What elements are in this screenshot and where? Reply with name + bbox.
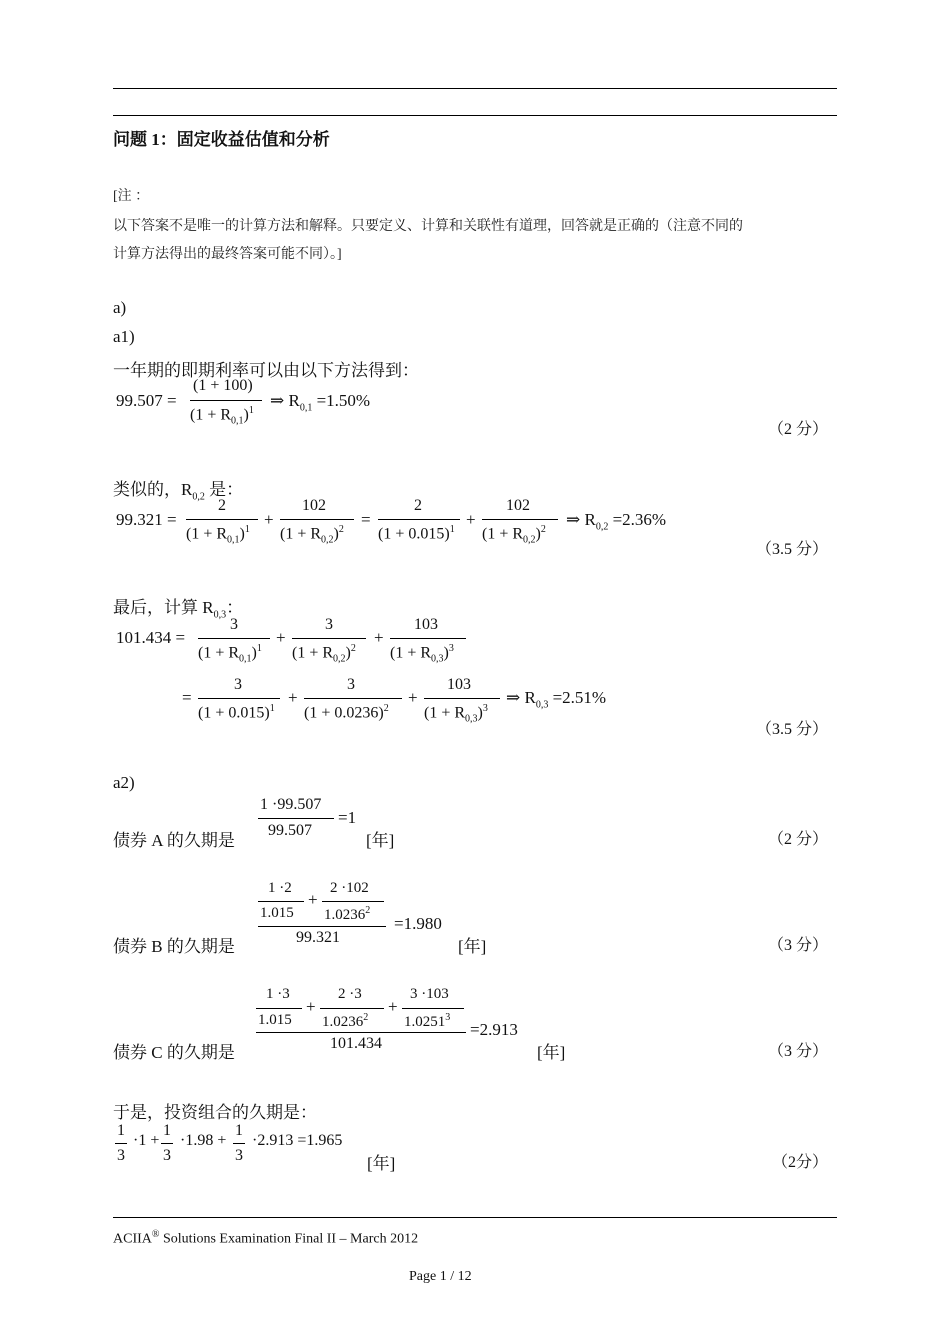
eq3-r2-bar2	[304, 698, 402, 699]
dur-a-result: =1	[338, 808, 357, 827]
eq3-r2-plus2: +	[408, 688, 418, 707]
dur-b-den: 99.321	[296, 929, 340, 946]
eq2-points: （3.5 分）	[755, 541, 828, 558]
dur-b-n1: 1 ·2	[268, 880, 292, 896]
pf-f1-bar	[115, 1143, 127, 1144]
eq2-f1-den: $(1 + R_{0,1})^1$	[186, 524, 250, 546]
dur-c-n1: 1 ·3	[266, 986, 290, 1002]
dur-c-plus1: +	[306, 997, 316, 1016]
dur-b-bar2	[322, 901, 384, 902]
eq3-r1-bar2	[292, 638, 366, 639]
eq2-result: ⇒ $R_{0,2} =2.36\%$	[566, 510, 667, 533]
dur-c-bar2	[320, 1008, 384, 1009]
eq3-r2-n3: 103	[447, 676, 471, 693]
dur-b-d1: 1.015	[260, 905, 294, 921]
dur-b-result: =1.980	[394, 914, 442, 933]
dur-c-bar3	[402, 1008, 464, 1009]
eq2-f1-bar	[186, 519, 258, 520]
eq3-r1-d1: $(1 + R_{0,1})^1$	[198, 643, 262, 665]
eq3-r1-d3: $(1 + R_{0,3})^3$	[390, 643, 454, 665]
pf-unit: [年]	[367, 1154, 396, 1173]
eq1-numerator: (1 + 100)	[193, 377, 253, 394]
eq2-lhs: 99.321 =	[116, 510, 177, 529]
eq3-r1-n2: 3	[325, 616, 333, 633]
eq1-lhs: 99.507 =	[116, 391, 177, 410]
eq2-plus-1: +	[264, 510, 274, 529]
eq3-r2-bar3	[424, 698, 500, 699]
eq3-r1-n1: 3	[230, 616, 238, 633]
pf-f3-num: 1	[235, 1122, 243, 1139]
dur-c-label: 债券 C 的久期是	[113, 1043, 235, 1062]
pf-f2-num: 1	[163, 1122, 171, 1139]
eq2-f3-bar	[378, 519, 460, 520]
eq3-r2-equals: =	[182, 688, 192, 707]
dur-c-d1: 1.015	[258, 1012, 292, 1028]
r03-intro: 最后，计算 $R_{0,3}$：	[113, 598, 244, 621]
eq3-r1-bar1	[198, 638, 270, 639]
eq3-points: （3.5 分）	[755, 721, 828, 738]
part-a-label: a)	[113, 298, 127, 317]
eq3-r2-plus1: +	[288, 688, 298, 707]
eq3-r2-bar1	[198, 698, 280, 699]
eq2-f2-den: $(1 + R_{0,2})^2$	[280, 524, 344, 546]
note-open: [注 ：	[113, 189, 150, 204]
pf-f2-den: 3	[163, 1147, 171, 1164]
dur-c-n2: 2 ·3	[338, 986, 362, 1002]
eq2-f1-num: 2	[218, 497, 226, 514]
eq2-f4-num: 102	[506, 497, 530, 514]
eq3-r2-n1: 3	[234, 676, 242, 693]
dur-a-points: （2 分）	[767, 831, 828, 848]
eq2-f4-den: $(1 + R_{0,2})^2$	[482, 524, 546, 546]
dur-c-bar1	[256, 1008, 302, 1009]
dur-c-main-bar	[256, 1032, 466, 1033]
dur-c-plus2: +	[388, 997, 398, 1016]
eq1-result: ⇒ $R_{0,1} =1.50\%$	[270, 391, 371, 414]
note-line-2: 计算方法得出的最终答案可能不同）。]	[113, 247, 342, 262]
dur-a-den: 99.507	[268, 822, 312, 839]
eq3-lhs: 101.434 =	[116, 628, 186, 647]
eq3-result: ⇒ $R_{0,3} =2.51\%$	[506, 688, 607, 711]
portfolio-intro: 于是，投资组合的久期是：	[113, 1103, 317, 1122]
footer-page-number: Page 1 / 12	[409, 1269, 472, 1284]
eq3-r1-n3: 103	[414, 616, 438, 633]
dur-a-label: 债券 A 的久期是	[113, 831, 235, 850]
a1-intro: 一年期的即期利率可以由以下方法得到：	[113, 361, 419, 380]
dur-b-unit: [年]	[458, 937, 487, 956]
question-heading: 问题 1：固定收益估值和分析	[113, 130, 330, 149]
part-a2-label: a2)	[113, 773, 135, 792]
dur-b-label: 债券 B 的久期是	[113, 937, 235, 956]
part-a1-label: a1)	[113, 327, 135, 346]
pf-f1-num: 1	[117, 1122, 125, 1139]
eq3-r2-d2: $(1 + 0.0236)^2$	[304, 703, 389, 722]
r02-intro: 类似的，$R_{0,2}$ 是：	[113, 480, 244, 503]
eq1-denominator: $(1 + R_{0,1})^1$	[190, 405, 254, 427]
eq3-r2-d1: $(1 + 0.015)^1$	[198, 703, 275, 722]
eq2-f4-bar	[482, 519, 558, 520]
dur-b-d2: 1.0236$^2$	[324, 905, 371, 923]
eq1-fraction-bar	[190, 400, 262, 401]
dur-c-d2: 1.0236$^2$	[322, 1012, 369, 1030]
pf-term-2: ·1.98 +	[180, 1132, 227, 1149]
dur-a-num: 1 ·99.507	[260, 796, 322, 813]
eq3-r2-d3: $(1 + R_{0,3})^3$	[424, 703, 488, 725]
dur-b-n2: 2 ·102	[330, 880, 369, 896]
pf-term-1: ·1 +	[133, 1132, 160, 1149]
eq2-f2-num: 102	[302, 497, 326, 514]
eq3-r1-plus1: +	[276, 628, 286, 647]
header-rule-bottom	[113, 115, 837, 116]
dur-b-main-bar	[258, 926, 386, 927]
dur-a-unit: [年]	[366, 831, 395, 850]
pf-f1-den: 3	[117, 1147, 125, 1164]
eq2-equals: =	[361, 510, 371, 529]
dur-c-d3: 1.0251$^3$	[404, 1012, 451, 1030]
dur-b-points: （3 分）	[767, 937, 828, 954]
eq2-f2-bar	[280, 519, 354, 520]
dur-b-bar1	[258, 901, 304, 902]
pf-f3-den: 3	[235, 1147, 243, 1164]
footer-rule	[113, 1217, 837, 1218]
dur-a-bar	[258, 818, 334, 819]
dur-c-den: 101.434	[330, 1035, 382, 1052]
eq2-plus-2: +	[466, 510, 476, 529]
dur-b-plus: +	[308, 890, 318, 909]
eq3-r1-d2: $(1 + R_{0,2})^2$	[292, 643, 356, 665]
portfolio-points: （2分）	[771, 1154, 828, 1171]
pf-term-3: ·2.913 =1.965	[252, 1132, 343, 1149]
dur-c-result: =2.913	[470, 1020, 518, 1039]
header-rule-top	[113, 88, 837, 89]
pf-f3-bar	[233, 1143, 245, 1144]
footer-exam-title: ACIIA® Solutions Examination Final II – March 2012	[113, 1229, 419, 1247]
eq3-r2-n2: 3	[347, 676, 355, 693]
note-line-1: 以下答案不是唯一的计算方法和解释。只要定义、计算和关联性有道理，回答就是正确的（注意不同的	[113, 219, 743, 234]
dur-c-n3: 3 ·103	[410, 986, 449, 1002]
eq3-r1-bar3	[390, 638, 466, 639]
eq3-r1-plus2: +	[374, 628, 384, 647]
eq2-f3-num: 2	[414, 497, 422, 514]
dur-c-points: （3 分）	[767, 1043, 828, 1060]
eq1-points: （2 分）	[767, 421, 828, 438]
eq2-f3-den: $(1 + 0.015)^1$	[378, 524, 455, 543]
pf-f2-bar	[161, 1143, 173, 1144]
dur-c-unit: [年]	[537, 1043, 566, 1062]
